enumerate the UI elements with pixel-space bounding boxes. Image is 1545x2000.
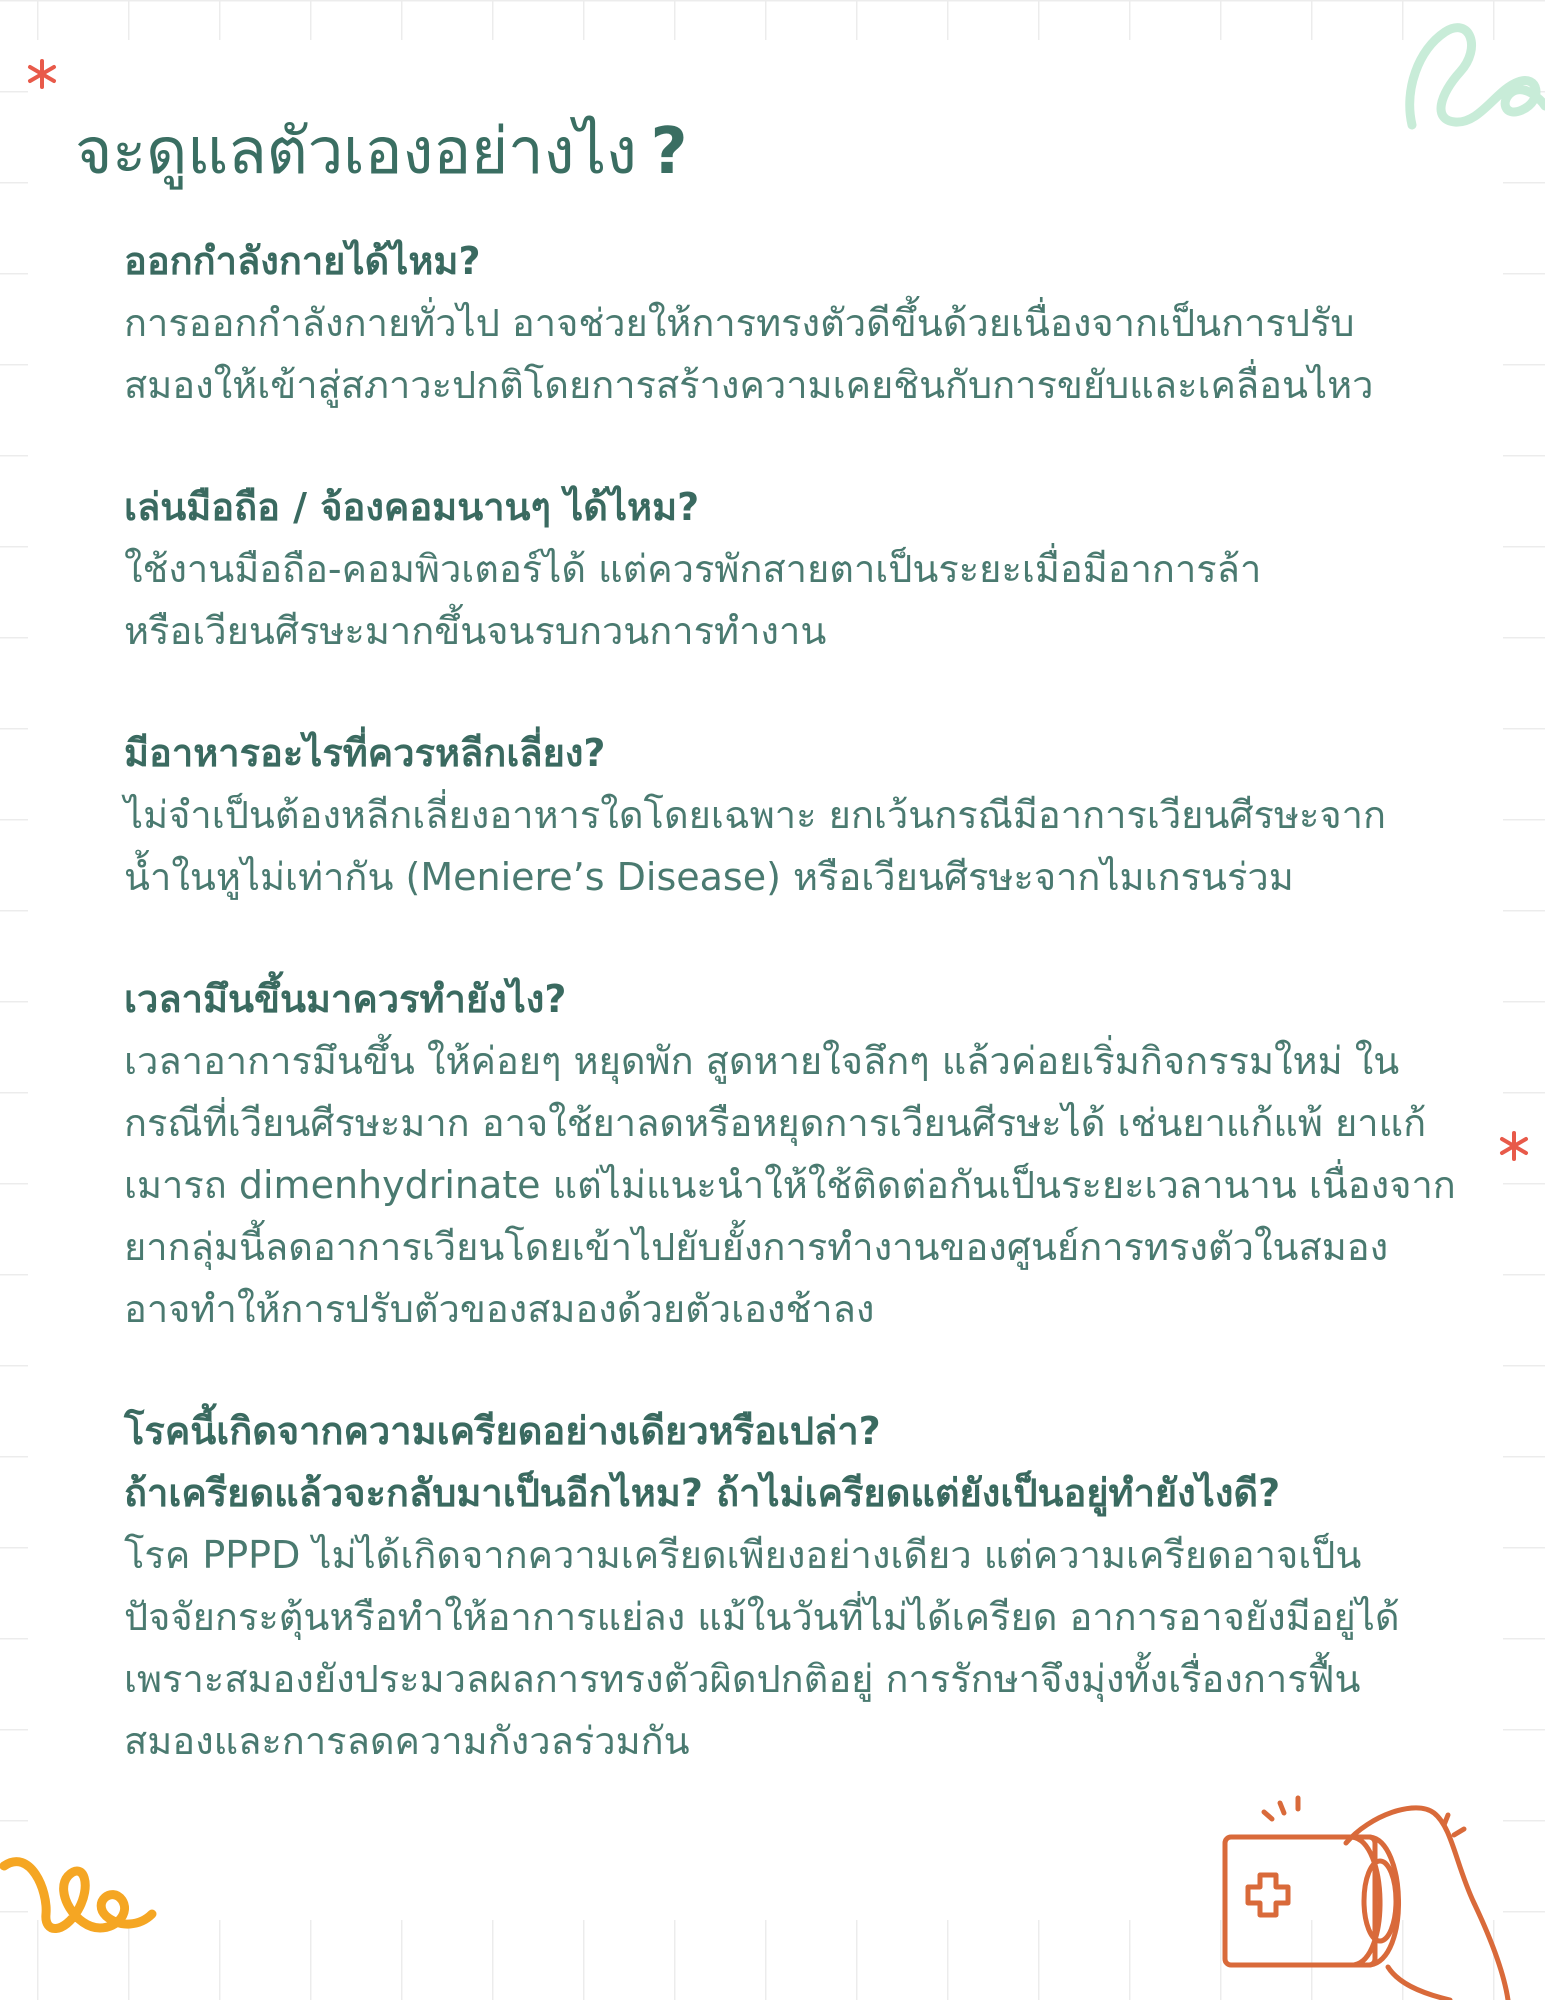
faq-section-food — [124, 722, 1504, 908]
faq-answer-line: โรค PPPD ไม่ได้เกิดจากความเครียดเพียงอย่างเดียว แต่ความเครียดอาจเป็น — [124, 1533, 1362, 1577]
faq-answer-line: เมารถ dimenhydrinate แต่ไม่แนะนำให้ใช้ติดต่อกันเป็นระยะเวลานาน เนื่องจาก — [124, 1163, 1456, 1207]
faq-answer-line: ยากลุ่มนี้ลดอาการเวียนโดยเข้าไปยับยั้งการทำงานของศูนย์การทรงตัวในสมอง — [124, 1225, 1389, 1269]
faq-answer-line: ปัจจัยกระตุ้นหรือทำให้อาการแย่ลง แม้ในวันที่ไม่ได้เครียด อาการอาจยังมีอยู่ได้ — [124, 1595, 1400, 1639]
orange-squiggle-icon — [0, 1830, 165, 1940]
page-title — [75, 100, 687, 202]
faq-content — [124, 230, 1504, 1832]
faq-question: ถ้าเครียดแล้วจะกลับมาเป็นอีกไหม? ถ้าไม่เครียดแต่ยังเป็นอยู่ทำยังไงดี? — [124, 1471, 1281, 1515]
faq-answer-line: สมองและการลดความกังวลร่วมกัน — [124, 1719, 690, 1763]
faq-answer-line: ใช้งานมือถือ-คอมพิวเตอร์ได้ แต่ควรพักสายตาเป็นระยะเมื่อมีอาการล้า — [124, 547, 1262, 591]
faq-answer-line: การออกกำลังกายทั่วไป อาจช่วยให้การทรงตัวดีขึ้นด้วยเนื่องจากเป็นการปรับ — [124, 301, 1355, 345]
faq-answer-line: สมองให้เข้าสู่สภาวะปกติโดยการสร้างความเคยชินกับการขยับและเคลื่อนไหว — [124, 363, 1374, 407]
faq-section-stress — [124, 1400, 1504, 1772]
mint-squiggle-icon — [1400, 10, 1545, 140]
faq-answer-line: หรือเวียนศีรษะมากขึ้นจนรบกวนการทำงาน — [124, 609, 827, 653]
faq-answer-line: เพราะสมองยังประมวลผลการทรงตัวผิดปกติอยู่ การรักษาจึงมุ่งทั้งเรื่องการฟื้น — [124, 1657, 1361, 1701]
page-title-text: จะดูแลตัวเองอย่างไง — [75, 115, 637, 189]
faq-answer-line: ไม่จำเป็นต้องหลีกเลี่ยงอาหารใดโดยเฉพาะ ยกเว้นกรณีมีอาการเวียนศีรษะจาก — [124, 793, 1387, 837]
faq-section-exercise — [124, 230, 1504, 416]
faq-question: มีอาหารอะไรที่ควรหลีกเลี่ยง? — [124, 731, 606, 775]
title-question-mark: ? — [650, 115, 688, 189]
faq-answer-line: เวลาอาการมึนขึ้น ให้ค่อยๆ หยุดพัก สูดหายใจลึกๆ แล้วค่อยเริ่มกิจกรรมใหม่ ใน — [124, 1039, 1400, 1083]
faq-question: เวลามึนขึ้นมาควรทำยังไง? — [124, 977, 567, 1021]
faq-question: ออกกำลังกายได้ไหม? — [124, 239, 481, 283]
faq-section-dizziness — [124, 968, 1504, 1340]
faq-question: เล่นมือถือ / จ้องคอมนานๆ ได้ไหม? — [124, 485, 700, 529]
faq-answer-line: อาจทำให้การปรับตัวของสมองด้วยตัวเองช้าลง — [124, 1287, 875, 1331]
faq-section-screen-time — [124, 476, 1504, 662]
asterisk-icon — [26, 58, 58, 90]
faq-answer-line: กรณีที่เวียนศีรษะมาก อาจใช้ยาลดหรือหยุดการเวียนศีรษะได้ เช่นยาแก้แพ้ ยาแก้ — [124, 1101, 1427, 1145]
faq-question: โรคนี้เกิดจากความเครียดอย่างเดียวหรือเปล่า? — [124, 1409, 881, 1453]
faq-answer-line: น้ำในหูไม่เท่ากัน (Meniere’s Disease) หรือเวียนศีรษะจากไมเกรนร่วม — [124, 855, 1294, 899]
